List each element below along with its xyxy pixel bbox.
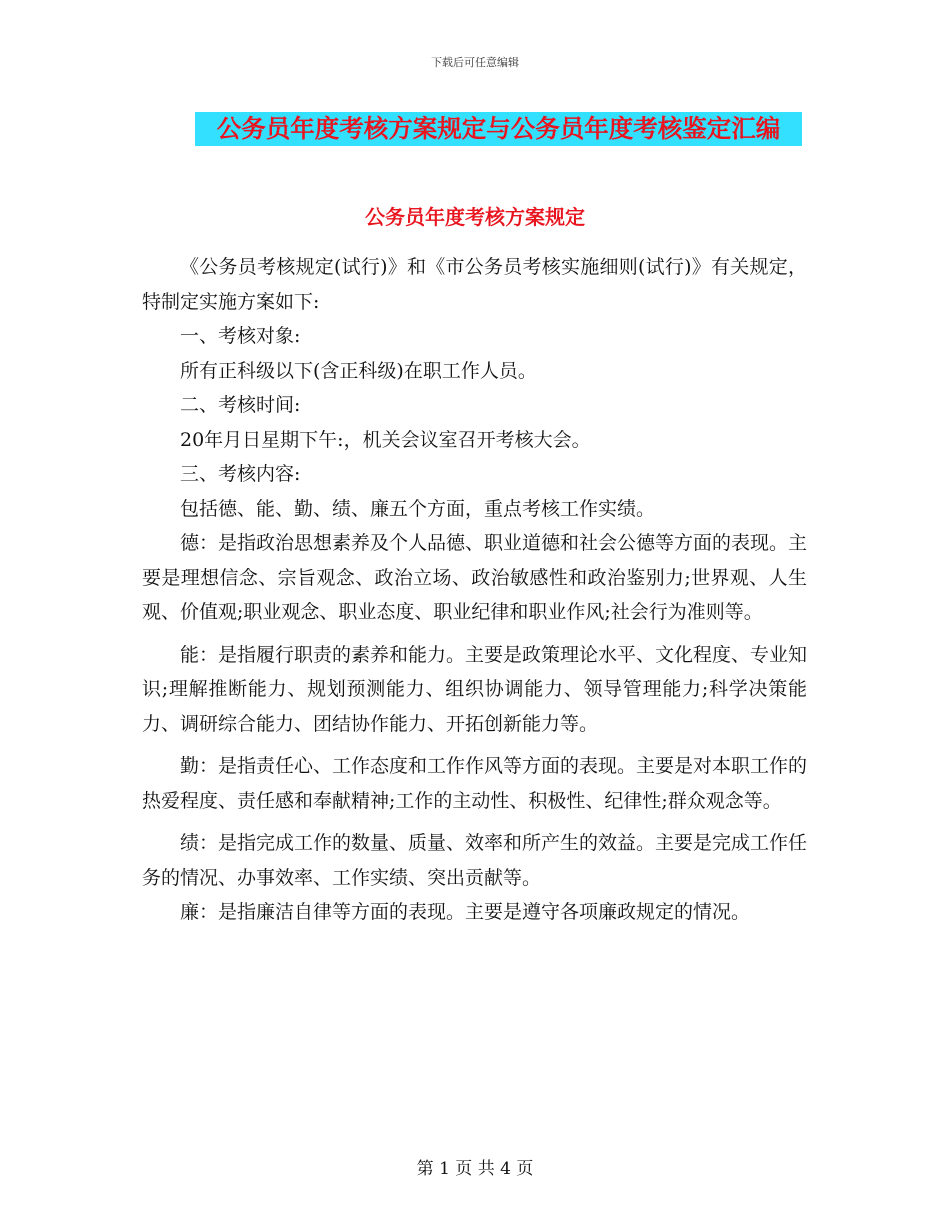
section-title: 公务员年度考核方案规定 xyxy=(365,205,585,229)
page-number: 第 1 页 共 4 页 xyxy=(416,1159,534,1179)
paragraph-intro: 《公务员考核规定(试行)》和《市公务员考核实施细则(试行)》有关规定，特制定实施方案如下: xyxy=(142,256,807,313)
header-note: 下载后可任意编辑 xyxy=(431,56,519,69)
document-body xyxy=(142,250,807,930)
paragraph-time: 20年月日星期下午:，机关会议室召开考核大会。 xyxy=(180,428,591,451)
paragraph-heading-content: 三、考核内容: xyxy=(180,463,301,485)
paragraph-heading-time: 二、考核时间: xyxy=(180,394,301,416)
paragraph-content: 包括德、能、勤、绩、廉五个方面，重点考核工作实绩。 xyxy=(180,497,656,520)
paragraph-qin: 勤：是指责任心、工作态度和工作作风等方面的表现。主要是对本职工作的热爱程度、责任感和奉献精神;工作的主动性、积极性、纪律性;群众观念等。 xyxy=(142,755,808,812)
paragraph-de: 德：是指政治思想素养及个人品德、职业道德和社会公德等方面的表现。主要是理想信念、宗旨观念、政治立场、政治敏感性和政治鉴别力;世界观、人生观、价值观;职业观念、职业态度、职业纪律和职业作风;社会行为准则等。 xyxy=(142,532,808,623)
page-title: 公务员年度考核方案规定与公务员年度考核鉴定汇编 xyxy=(216,114,781,143)
paragraph-heading-target: 一、考核对象: xyxy=(180,325,301,347)
paragraph-neng: 能：是指履行职责的素养和能力。主要是政策理论水平、文化程度、专业知识;理解推断能力、规划预测能力、组织协调能力、领导管理能力;科学决策能力、调研综合能力、团结协作能力、开拓创新能力等。 xyxy=(142,643,808,735)
paragraph-lian: 廉：是指廉洁自律等方面的表现。主要是遵守各项廉政规定的情况。 xyxy=(180,901,751,923)
paragraph-target: 所有正科级以下(含正科级)在职工作人员。 xyxy=(180,359,537,382)
paragraph-ji: 绩：是指完成工作的数量、质量、效率和所产生的效益。主要是完成工作任务的情况、办事效率、工作实绩、突出贡献等。 xyxy=(142,832,808,889)
